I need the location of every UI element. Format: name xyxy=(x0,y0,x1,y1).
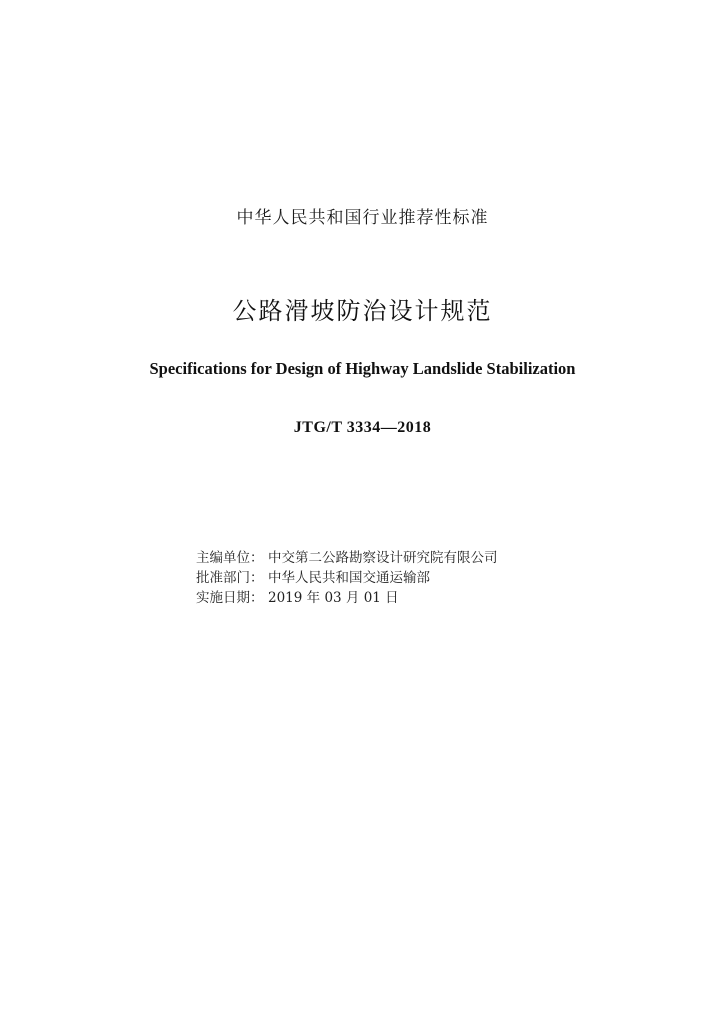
info-label: 批准部门： xyxy=(196,570,264,586)
info-value: 中交第二公路勘察设计研究院有限公司 xyxy=(268,550,498,566)
info-row-approver xyxy=(196,568,498,588)
publication-info xyxy=(196,548,498,608)
document-title-chinese: 公路滑坡防治设计规范 xyxy=(232,297,493,325)
info-label: 实施日期： xyxy=(196,590,264,606)
info-row-effective-date xyxy=(196,588,498,608)
info-row-editor xyxy=(196,548,498,568)
info-value: 中华人民共和国交通运输部 xyxy=(268,570,430,586)
info-value: 2019 年 03 月 01 日 xyxy=(268,590,399,606)
standard-code: JTG/T 3334—2018 xyxy=(293,419,432,436)
standard-category: 中华人民共和国行业推荐性标准 xyxy=(236,208,489,228)
document-title-english: Specifications for Design of Highway Landslide Stabilization xyxy=(149,359,576,378)
info-label: 主编单位： xyxy=(196,550,264,566)
